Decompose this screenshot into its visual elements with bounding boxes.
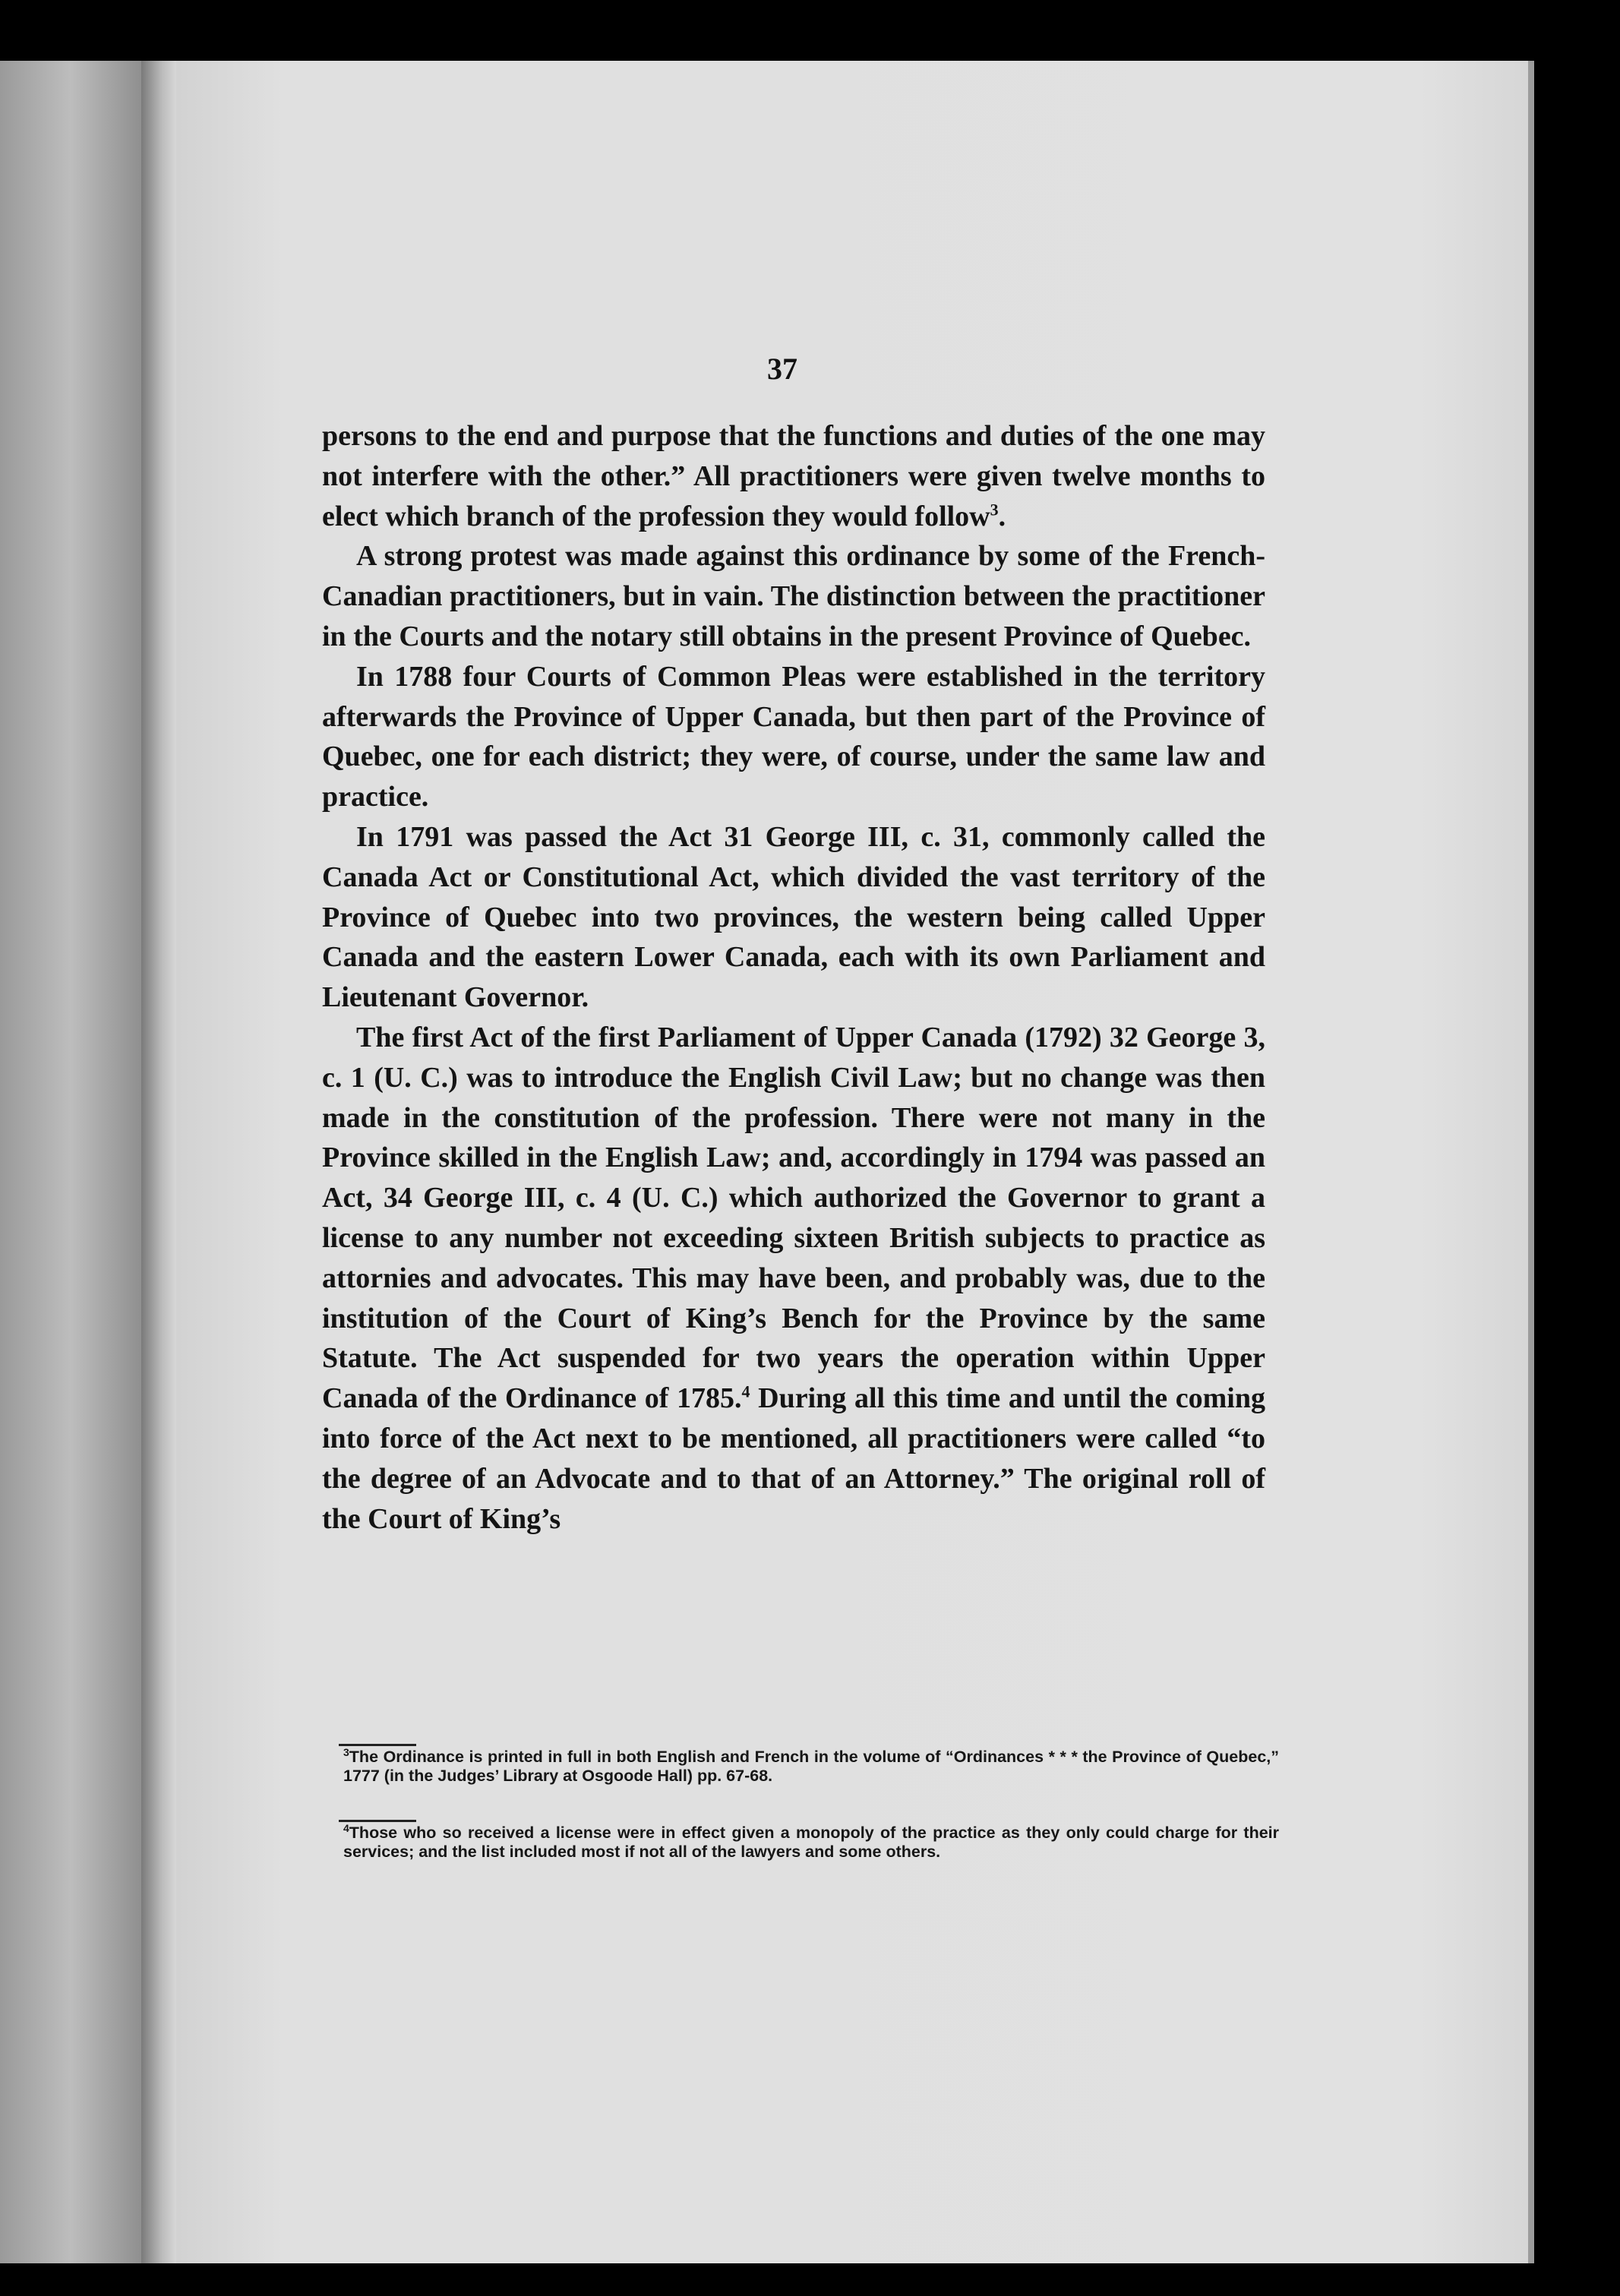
- paragraph-text-continued: .: [998, 500, 1006, 532]
- book-gutter: [141, 61, 176, 2263]
- page-number: 37: [767, 352, 797, 386]
- body-text: [322, 416, 1265, 1539]
- footnote-text: The Ordinance is printed in full in both English and French in the volume of “Ordinances * * * the Province of Quebec,” 1777 (in the Judges’ Library at Osgoode Hall) pp. 67-68.: [343, 1748, 1279, 1785]
- footnote-rule: [339, 1744, 416, 1746]
- footnote-ref: 4: [741, 1382, 750, 1401]
- paragraph-text: persons to the end and purpose that the functions and duties of the one may not interfere with the other.” All practitioners were given twelve months to elect which branch of the profession they would follow: [322, 420, 1265, 532]
- paragraph-text: In 1791 was passed the Act 31 George III, c. 31, commonly called the Canada Act or Constitutional Act, which divided the vast territory of the Province of Quebec into two provinces, the western being called Upper Canada and the eastern Lower Canada, each with its own Parliament and Lieutenant Governor.: [322, 820, 1265, 1014]
- paragraph: [322, 1018, 1265, 1539]
- paragraph: [322, 817, 1265, 1018]
- footnote-rule: [339, 1820, 416, 1822]
- paragraph-text: The first Act of the first Parliament of Upper Canada (1792) 32 George 3, c. 1 (U. C.) was to introduce the English Civil Law; but no change was then made in the constitution of the profession. There were not many in the Province skilled in the English Law; and, accordingly in 1794 was passed an Act, 34 George III, c. 4 (U. C.) which authorized the Governor to grant a license to any number not exceeding sixteen British subjects to practice as attornies and advocates. This may have been, and probably was, due to the institution of the Court of King’s Bench for the Province by the same Statute. The Act suspended for two years the operation within Upper Canada of the Ordinance of 1785.: [322, 1021, 1265, 1415]
- paragraph: [322, 536, 1265, 656]
- paragraph-text-continued: During all this time and until the coming into force of the Act next to be mentioned, all practitioners were called “to the degree of an Advocate and to that of an Attorney.” The original roll of the Court of King’s: [322, 1382, 1265, 1535]
- footnote-ref: 3: [990, 499, 999, 519]
- footnote-marker: 4: [343, 1821, 349, 1834]
- paragraph-text: In 1788 four Courts of Common Pleas were established in the territory afterwards the Province of Upper Canada, but then part of the Province of Quebec, one for each district; they were, of course, under the same law and practice.: [322, 660, 1265, 813]
- footnote-text: Those who so received a license were in effect given a monopoly of the practice as they only could charge for their services; and the list included most if not all of the lawyers and some others.: [343, 1824, 1279, 1861]
- footnote-marker: 3: [343, 1745, 349, 1758]
- page-edge-shadow: [1528, 61, 1534, 2263]
- paragraph: [322, 657, 1265, 817]
- footnote: [343, 1745, 1279, 1786]
- footnote: [343, 1821, 1279, 1862]
- paragraph: [322, 416, 1265, 536]
- paragraph-text: A strong protest was made against this ordinance by some of the French-Canadian practitioners, but in vain. The distinction between the practitioner in the Courts and the notary still obtains in the present Province of Quebec.: [322, 540, 1265, 652]
